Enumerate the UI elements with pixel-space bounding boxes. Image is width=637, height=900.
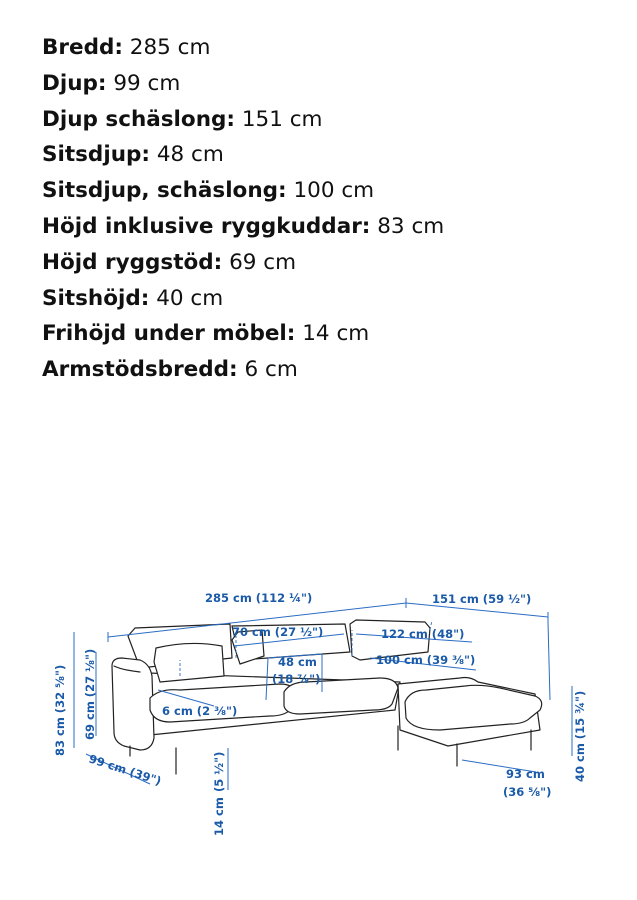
label-clearance-in: (5 ½") (212, 751, 226, 792)
sofa-dimension-diagram (0, 560, 637, 860)
spec-armrest-width: Armstödsbredd: 6 cm (42, 357, 298, 383)
label-back-width: 70 cm (27 ½") (232, 625, 324, 639)
label-chaise-seat-depth: 100 cm (39 ⅜") (376, 653, 476, 667)
specifications-list (42, 30, 444, 388)
spec-floor-clearance: Frihöjd under möbel: 14 cm (42, 321, 370, 347)
label-chaise-depth: 151 cm (59 ½") (432, 592, 532, 606)
spec-height-with-cushions: Höjd inklusive ryggkuddar: 83 cm (42, 213, 445, 239)
label-seat-depth-in: (18 ⅞") (272, 672, 321, 686)
label-chaise-width-cm: 93 cm (506, 767, 545, 781)
label-armrest-width: 6 cm (2 ⅜") (162, 704, 238, 718)
label-clearance-cm: 14 cm (212, 797, 226, 836)
spec-chaise-depth: Djup schäslong: 151 cm (42, 106, 323, 132)
label-width: 285 cm (112 ¼") (205, 591, 313, 605)
label-depth: 99 cm (39") (87, 751, 164, 789)
spec-seat-height: Sitshöjd: 40 cm (42, 285, 224, 311)
label-height-total: 83 cm (32 ⅝") (53, 664, 67, 756)
label-height-back: 69 cm (27 ⅛") (83, 648, 97, 740)
label-chaise-inner-width: 122 cm (48") (381, 627, 465, 641)
spec-backrest-height: Höjd ryggstöd: 69 cm (42, 249, 297, 275)
label-seat-height: 40 cm (15 ¾") (573, 690, 587, 782)
sofa-illustration (112, 620, 542, 774)
label-seat-depth-cm: 48 cm (278, 655, 317, 669)
spec-width: Bredd: 285 cm (42, 35, 211, 60)
label-chaise-width-in: (36 ⅝") (503, 785, 552, 799)
spec-chaise-seat-depth: Sitsdjup, schäslong: 100 cm (42, 178, 375, 204)
spec-depth: Djup: 99 cm (42, 70, 181, 96)
spec-seat-depth: Sitsdjup: 48 cm (42, 142, 224, 168)
